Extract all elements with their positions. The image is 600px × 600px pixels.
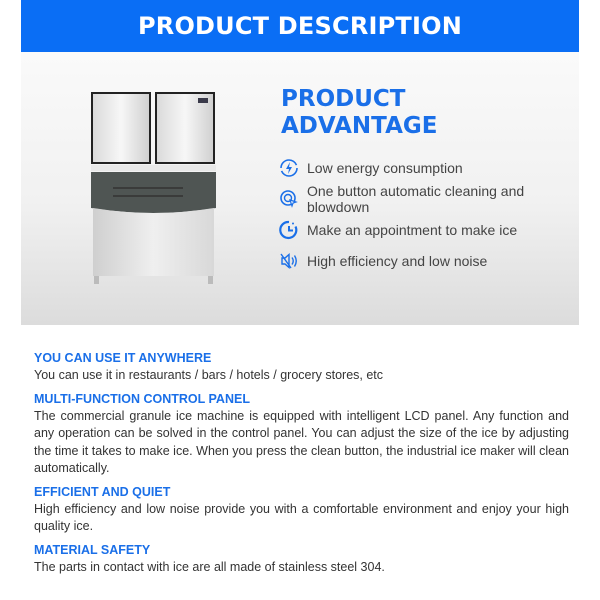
advantage-item — [279, 183, 579, 214]
section-heading: MATERIAL SAFETY — [34, 542, 151, 557]
section-material-safety — [34, 542, 569, 577]
advantage-title-line1: PRODUCT — [281, 86, 406, 112]
advantage-title — [281, 86, 437, 140]
mute-speaker-icon — [279, 251, 299, 271]
section-heading: EFFICIENT AND QUIET — [34, 484, 171, 499]
description-sections — [34, 350, 569, 582]
product-hero — [21, 52, 579, 325]
advantage-title-line2: ADVANTAGE — [281, 113, 438, 139]
section-efficient-quiet — [34, 484, 569, 536]
cleaning-target-icon — [279, 189, 299, 209]
section-body: The commercial granule ice machine is equipped with intelligent LCD panel. Any function and any operation can be solved in the control panel. You can adjust the size of the ice by adjusting the time it takes to make ice. When you press the clean button, the industrial ice maker will clean automatically. — [34, 408, 569, 475]
section-heading: YOU CAN USE IT ANYWHERE — [34, 351, 212, 365]
ice-machine-image — [91, 90, 216, 286]
advantage-label: High efficiency and low noise — [307, 252, 488, 269]
advantage-item — [279, 152, 579, 183]
advantage-item — [279, 245, 579, 276]
banner-title: PRODUCT DESCRIPTION — [137, 12, 463, 40]
clock-icon — [279, 220, 299, 240]
advantage-label: Low energy consumption — [307, 159, 463, 176]
section-body: The parts in contact with ice are all made of stainless steel 304. — [34, 559, 385, 574]
section-banner — [21, 0, 579, 52]
section-use-anywhere — [34, 350, 569, 385]
section-body: High efficiency and low noise provide you with a comfortable environment and enjoy your high quality ice. — [34, 501, 569, 533]
section-control-panel — [34, 391, 569, 478]
advantage-label: Make an appointment to make ice — [307, 221, 518, 238]
advantage-list — [279, 152, 579, 276]
section-heading: MULTI-FUNCTION CONTROL PANEL — [34, 391, 250, 406]
advantage-item — [279, 214, 579, 245]
section-body: You can use it in restaurants / bars / hotels / grocery stores, etc — [34, 368, 384, 382]
advantage-label: One button automatic cleaning and blowdown — [307, 182, 525, 215]
lightning-cycle-icon — [279, 158, 299, 178]
